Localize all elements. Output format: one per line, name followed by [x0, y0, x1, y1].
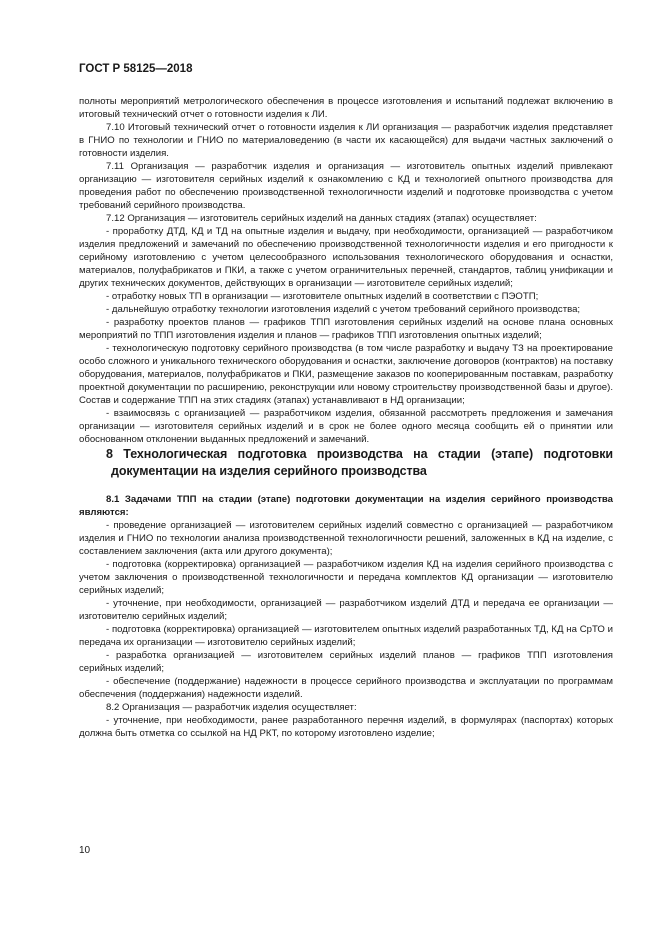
list-item: - уточнение, при необходимости, организацией — разработчиком изделий ДТД и передача ее организации — изготовителю серийных изделий; [79, 598, 613, 622]
paragraph-7-10: 7.10 Итоговый технический отчет о готовности изделия к ЛИ организация — разработчик изделия представляет в ГНИО по технологии и ГНИО по материаловедению (в части их касающейся) для выдачи частных заключений о готовности изделия. [79, 122, 613, 159]
document-body [79, 95, 613, 740]
list-item: - проведение организацией — изготовителем серийных изделий совместно с организацией — разработчиком изделия и ГНИО по технологии анализа производственной технологичности решений, заложенных в КД на изделие, с составлением заключения (акта или другого документа); [79, 520, 613, 557]
page-number: 10 [79, 845, 91, 856]
paragraph-7-9-cont: полноты мероприятий метрологического обеспечения в процессе изготовления и испытаний подлежат включению в итоговый технический отчет о готовности изделия к ЛИ. [79, 96, 613, 120]
paragraph-7-12: 7.12 Организация — изготовитель серийных изделий на данных стадиях (этапах) осуществляет: [106, 213, 537, 224]
paragraph-8-1: 8.1 Задачами ТПП на стадии (этапе) подготовки документации на изделия серийного производства являются: [79, 494, 613, 518]
document-header: ГОСТ Р 58125—2018 [79, 63, 193, 75]
paragraph-7-11: 7.11 Организация — разработчик изделия и организация — изготовитель опытных изделий привлекают организацию — изготовителя серийных изделий к ознакомлению с КД и технологией опытного производства для проведения работ по обеспечению производственной технологичности изделий и подготовке производства с учетом требований серийного производства. [79, 161, 613, 211]
list-item: - подготовка (корректировка) организацией — разработчиком изделия КД на изделия серийного производства с учетом заключения о производственной технологичности и передача комплектов КД организации — изготовителю серийных изделий; [79, 559, 613, 596]
list-item: - разработку проектов планов — графиков ТПП изготовления серийных изделий на основе плана основных мероприятий по ТПП изготовления изделия и планов — графиков ТПП изготовления опытных изделий; [79, 317, 613, 341]
list-item: - проработку ДТД, КД и ТД на опытные изделия и выдачу, при необходимости, организацией — разработчиком изделия предложений и замечаний по обеспечению производственной технологичности изделия и его пригодности к серийному изготовлению с учетом целесообразного использования технологического оборудования и оснастки, материалов, полуфабрикатов и ПКИ, а также с учетом ограничительных перечней, стандартов, таблиц унификации и других технических документов, действующих в организации — изготовителе серийных изделий; [79, 226, 613, 289]
list-item: - технологическую подготовку серийного производства (в том числе разработку и выдачу ТЗ на проектирование особо сложного и уникального технического оборудования и оснастки, заключение договоров (контрактов) на поставку оборудования, материалов, полуфабрикатов и ПКИ, размещение заказов по кооперированным поставкам, разработку проектной документации по расширению, реконструкции или новому строительству производственной базы и другое). Состав и содержание ТПП на этих стадиях (этапах) устанавливают в НД организации; [79, 343, 613, 406]
list-item: - дальнейшую отработку технологии изготовления изделий с учетом требований серийного производства; [106, 304, 581, 315]
list-item: - взаимосвязь с организацией — разработчиком изделия, обязанной рассмотреть предложения и замечания организации — изготовителя серийных изделий и в срок не более одного месяца сообщить ей о принятии или обоснованном отклонении выданных предложений и замечаний. [79, 408, 613, 445]
list-item: - обеспечение (поддержание) надежности в процессе серийного производства и эксплуатации по программам обеспечения (поддержания) надежности изделий. [79, 676, 613, 700]
section-8-title: 8 Технологическая подготовка производства на стадии (этапе) подготовки документации на изделия серийного производства [106, 447, 613, 478]
paragraph-8-2: 8.2 Организация — разработчик изделия осуществляет: [106, 702, 357, 713]
list-item: - отработку новых ТП в организации — изготовителе опытных изделий в соответствии с ПЭОТП; [106, 291, 539, 302]
list-item: - разработка организацией — изготовителем серийных изделий планов — графиков ТПП изготовления серийных изделий; [79, 650, 613, 674]
list-item: - уточнение, при необходимости, ранее разработанного перечня изделий, в формулярах (паспортах) которых должна быть отметка со ссылкой на НД РКТ, по которому изготовлено изделие; [79, 715, 613, 739]
list-item: - подготовка (корректировка) организацией — изготовителем опытных изделий разработанных ТД, КД на СрТО и передача их организации — изготовителю серийных изделий; [79, 624, 613, 648]
